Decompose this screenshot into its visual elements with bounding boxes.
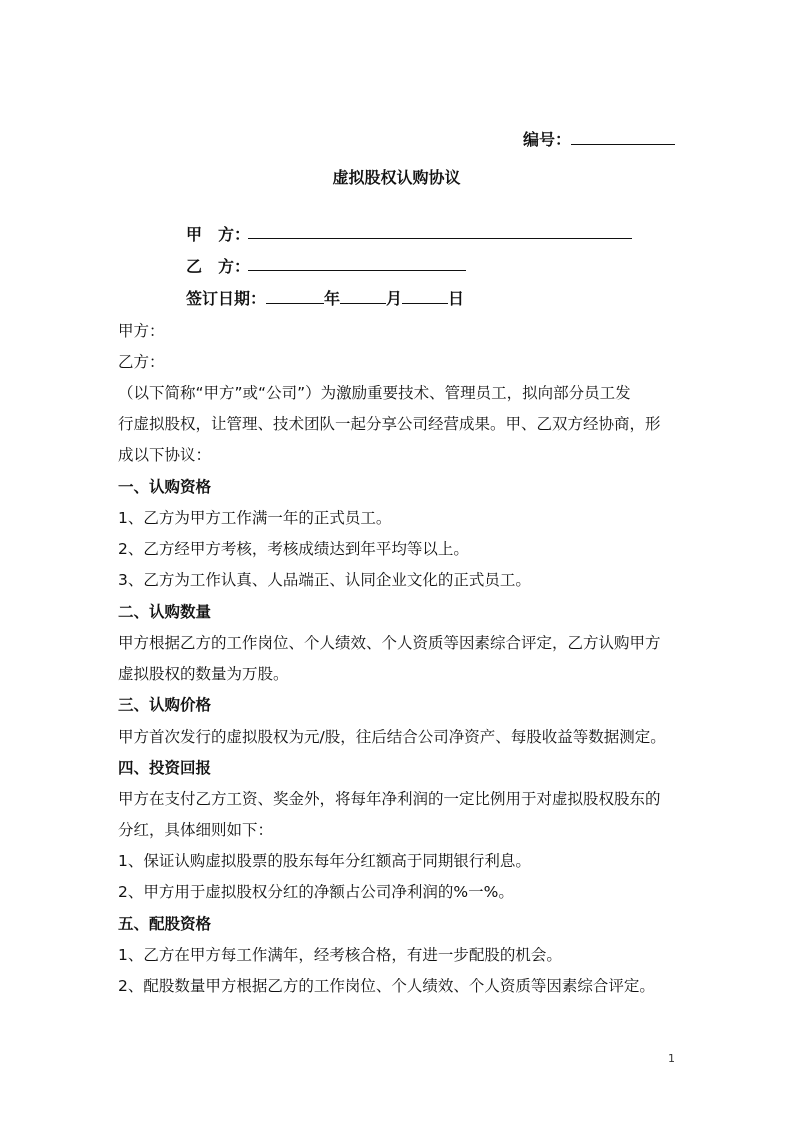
section-3-line-1: 甲方首次发行的虚拟股权为元/股，往后结合公司净资产、每股收益等数据测定。 [118, 728, 666, 746]
section-1-item-2: 2、乙方经甲方考核，考核成绩达到年平均等以上。 [118, 540, 469, 558]
page-number: 1 [668, 1052, 675, 1065]
serial-blank [571, 130, 675, 145]
section-5-item-1: 1、乙方在甲方每工作满年，经考核合格，有进一步配股的机会。 [118, 946, 562, 964]
section-4-item-1: 1、保证认购虚拟股票的股东每年分红额高于同期银行利息。 [118, 852, 531, 870]
party-a-blank [248, 238, 632, 239]
month-label: 月 [386, 289, 403, 308]
intro-line-3: 成以下协议： [118, 446, 212, 464]
section-2-line-1: 甲方根据乙方的工作岗位、个人绩效、个人资质等因素综合评定，乙方认购甲方 [118, 634, 661, 652]
section-2-line-2: 虚拟股权的数量为万股。 [118, 665, 289, 683]
year-blank [266, 289, 324, 304]
sign-date-row [186, 286, 464, 309]
section-5-item-2: 2、配股数量甲方根据乙方的工作岗位、个人绩效、个人资质等因素综合评定。 [118, 977, 655, 995]
party-b-blank [248, 270, 466, 271]
section-1-heading: 一、认购资格 [118, 478, 212, 496]
section-5-heading: 五、配股资格 [118, 915, 212, 933]
sign-date-label: 签订日期： [186, 289, 267, 308]
day-label: 日 [448, 289, 465, 308]
serial-number-row [523, 127, 675, 150]
section-2-heading: 二、认购数量 [118, 603, 212, 621]
party-a-label: 甲 方： [186, 225, 251, 244]
intro-line-2: 行虚拟股权，让管理、技术团队一起分享公司经营成果。甲、乙双方经协商，形 [118, 415, 661, 433]
section-4-heading: 四、投资回报 [118, 759, 212, 777]
intro-line-1: （以下简称“甲方”或“公司”）为激励重要技术、管理员工，拟向部分员工发 [118, 384, 631, 402]
party-a-line: 甲方： [118, 322, 165, 340]
year-label: 年 [324, 289, 341, 308]
section-4-line-2: 分红，具体细则如下： [118, 821, 274, 839]
section-4-line-1: 甲方在支付乙方工资、奖金外，将每年净利润的一定比例用于对虚拟股权股东的 [118, 790, 661, 808]
serial-label: 编号： [522, 130, 571, 149]
document-title: 虚拟股权认购协议 [332, 168, 461, 187]
section-4-item-2: 2、甲方用于虚拟股权分红的净额占公司净利润的%一%。 [118, 883, 514, 901]
day-blank [402, 289, 448, 304]
section-3-heading: 三、认购价格 [118, 696, 212, 714]
party-b-label: 乙 方： [186, 257, 251, 276]
month-blank [340, 289, 386, 304]
party-b-line: 乙方： [118, 353, 165, 371]
section-1-item-3: 3、乙方为工作认真、人品端正、认同企业文化的正式员工。 [118, 571, 531, 589]
section-1-item-1: 1、乙方为甲方工作满一年的正式员工。 [118, 509, 392, 527]
